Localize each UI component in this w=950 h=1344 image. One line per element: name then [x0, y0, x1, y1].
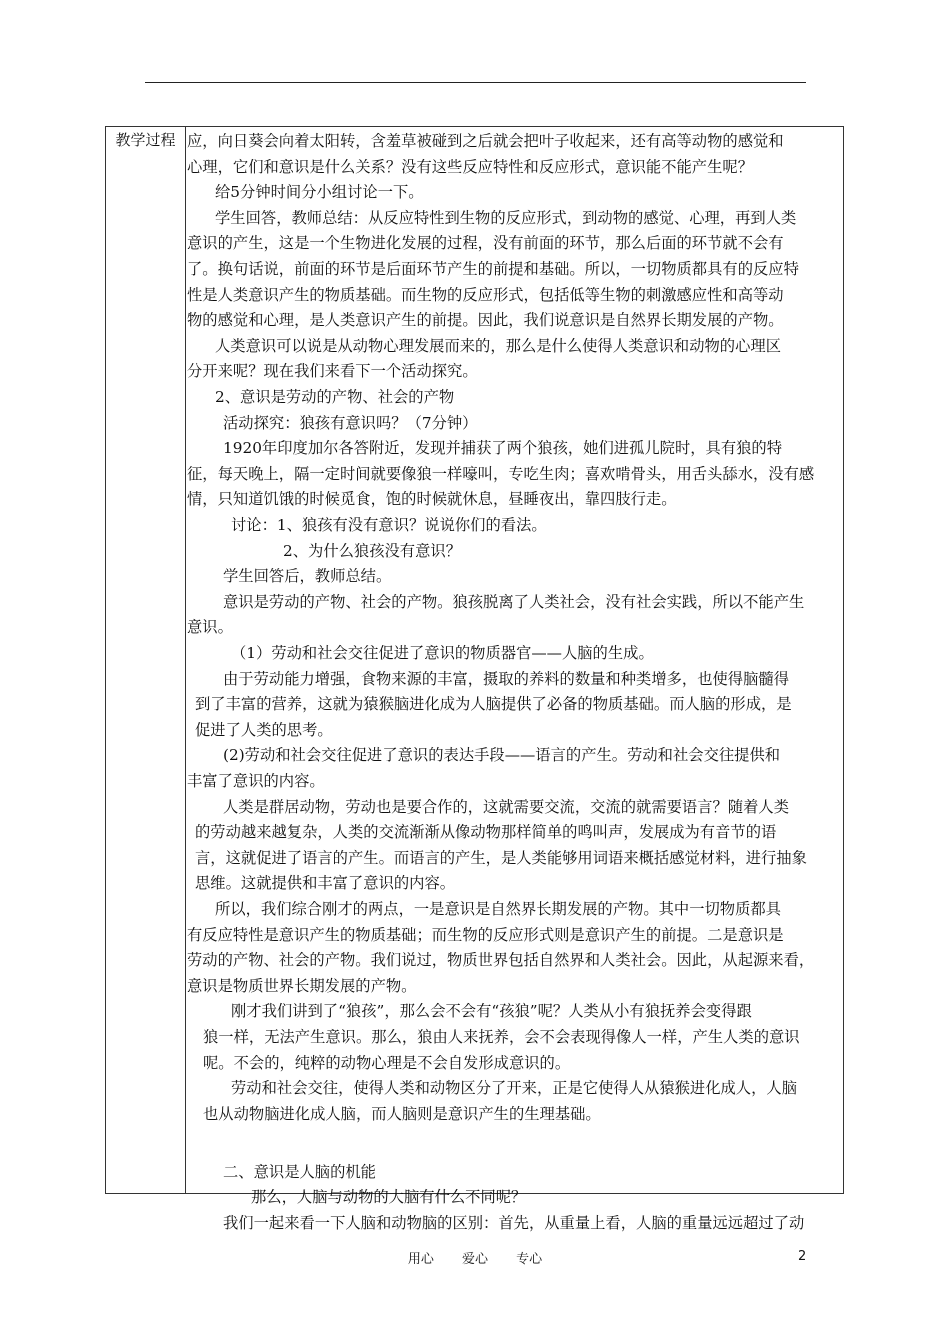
- text-line: 活动探究：狼孩有意识吗？（7分钟）: [223, 413, 478, 432]
- text-line: 应，向日葵会向着太阳转，含羞草被碰到之后就会把叶子收起来，还有高等动物的感觉和: [187, 132, 784, 150]
- text-line: (2)劳动和社会交往促进了意识的表达手段——语言的产生。劳动和社会交往提供和: [223, 746, 781, 765]
- text-line: 刚才我们讲到了“狼孩”，那么会不会有“孩狼”呢？人类从小有狼抚养会变得跟: [231, 1002, 752, 1021]
- text-line: 所以，我们综合刚才的两点，一是意识是自然界长期发展的产物。其中一切物质都具: [215, 900, 781, 918]
- motto-3: 专心: [516, 1252, 543, 1267]
- text-line: 学生回答，教师总结：从反应特性到生物的反应形式，到动物的感觉、心理，再到人类: [215, 208, 797, 227]
- text-line: （1）劳动和社会交往促进了意识的物质器官——人脑的生成。: [231, 644, 654, 662]
- text-line: 我们一起来看一下人脑和动物脑的区别：首先，从重量上看，人脑的重量远远超过了动: [223, 1214, 805, 1232]
- text-line: 给5分钟时间分小组讨论一下。: [215, 183, 424, 202]
- text-line: 那么，人脑与动物的大脑有什么不同呢？: [251, 1188, 527, 1207]
- text-line: 呢。不会的，纯粹的动物心理是不会自发形成意识的。: [203, 1053, 571, 1072]
- text-line: 意识是物质世界长期发展的产物。: [187, 976, 417, 995]
- text-line: 人类是群居动物，劳动也是要合作的，这就需要交流，交流的就需要语言？随着人类: [223, 797, 789, 816]
- text-line: 意识。: [187, 618, 233, 637]
- header-rule: [145, 82, 806, 83]
- text-line: 劳动的产物、社会的产物。我们说过，物质世界包括自然界和人类社会。因此，从起源来看，: [187, 951, 815, 970]
- text-line: 物的感觉和心理，是人类意识产生的前提。因此，我们说意识是自然界长期发展的产物。: [187, 311, 784, 330]
- text-line: 意识是劳动的产物、社会的产物。狼孩脱离了人类社会，没有社会实践，所以不能产生: [223, 592, 805, 611]
- text-line: 的劳动越来越复杂，人类的交流渐渐从像动物那样简单的鸣叫声，发展成为有音节的语: [195, 823, 777, 842]
- text-line: 有反应特性是意识产生的物质基础；而生物的反应形式则是意识产生的前提。二是意识是: [187, 925, 784, 944]
- motto-2: 爱心: [461, 1252, 488, 1267]
- text-line: 狼一样，无法产生意识。那么，狼由人来抚养，会不会表现得像人一样，产生人类的意识: [203, 1028, 800, 1046]
- text-line: 也从动物脑进化成人脑，而人脑则是意识产生的生理基础。: [203, 1104, 601, 1123]
- page-number: 2: [798, 1249, 807, 1264]
- text-line: 讨论：1、狼孩有没有意识？说说你们的看法。: [231, 516, 547, 534]
- text-line: 由于劳动能力增强，食物来源的丰富，摄取的养料的数量和种类增多，也使得脑髓得: [223, 669, 789, 688]
- text-line: 性是人类意识产生的物质基础。而生物的反应形式，包括低等生物的刺激感应性和高等动: [187, 285, 784, 304]
- text-line: 了。换句话说，前面的环节是后面环节产生的前提和基础。所以，一切物质都具有的反应特: [187, 260, 799, 278]
- text-line: 学生回答后，教师总结。: [223, 567, 392, 586]
- text-line: 到了丰富的营养，这就为猿猴脑进化成为人脑提供了必备的物质基础。而人脑的形成，是: [195, 695, 792, 714]
- text-line: 分开来呢？现在我们来看下一个活动探究。: [187, 362, 478, 381]
- footer-motto: [0, 1248, 950, 1267]
- row-label: 教学过程: [115, 131, 176, 149]
- motto-1: 用心: [407, 1252, 434, 1267]
- text-line: 促进了人类的思考。: [195, 720, 333, 739]
- text-line: 思维。这就提供和丰富了意识的内容。: [195, 874, 456, 893]
- text-line: 2、为什么狼孩没有意识？: [283, 541, 461, 560]
- text-line: 人类意识可以说是从动物心理发展而来的，那么是什么使得人类意识和动物的心理区: [215, 336, 781, 355]
- text-line: 意识的产生，这是一个生物进化发展的过程，没有前面的环节，那么后面的环节就不会有: [187, 234, 784, 253]
- text-line: 征，每天晚上，隔一定时间就要像狼一样嚎叫，专吃生肉；喜欢啃骨头，用舌头舔水，没有感: [187, 464, 815, 483]
- row-label-cell: [106, 127, 186, 1193]
- text-line: 丰富了意识的内容。: [187, 772, 325, 790]
- text-line: 心理，它们和意识是什么关系？没有这些反应特性和反应形式，意识能不能产生呢？: [187, 157, 753, 176]
- text-line: 情，只知道饥饿的时候觅食，饱的时候就休息，昼睡夜出，靠四肢行走。: [187, 490, 677, 509]
- text-line: 1920年印度加尔各答附近，发现并捕获了两个狼孩，她们进孤儿院时，具有狼的特: [223, 439, 783, 458]
- text-line: 二、意识是人脑的机能: [223, 1162, 376, 1181]
- text-line: 2、意识是劳动的产物、社会的产物: [215, 388, 455, 406]
- text-line: 劳动和社会交往，使得人类和动物区分了开来，正是它使得人从猿猴进化成人，人脑: [231, 1079, 797, 1098]
- text-line: 言，这就促进了语言的产生。而语言的产生，是人类能够用词语来概括感觉材料，进行抽象: [195, 848, 807, 867]
- lesson-table: [105, 126, 844, 1232]
